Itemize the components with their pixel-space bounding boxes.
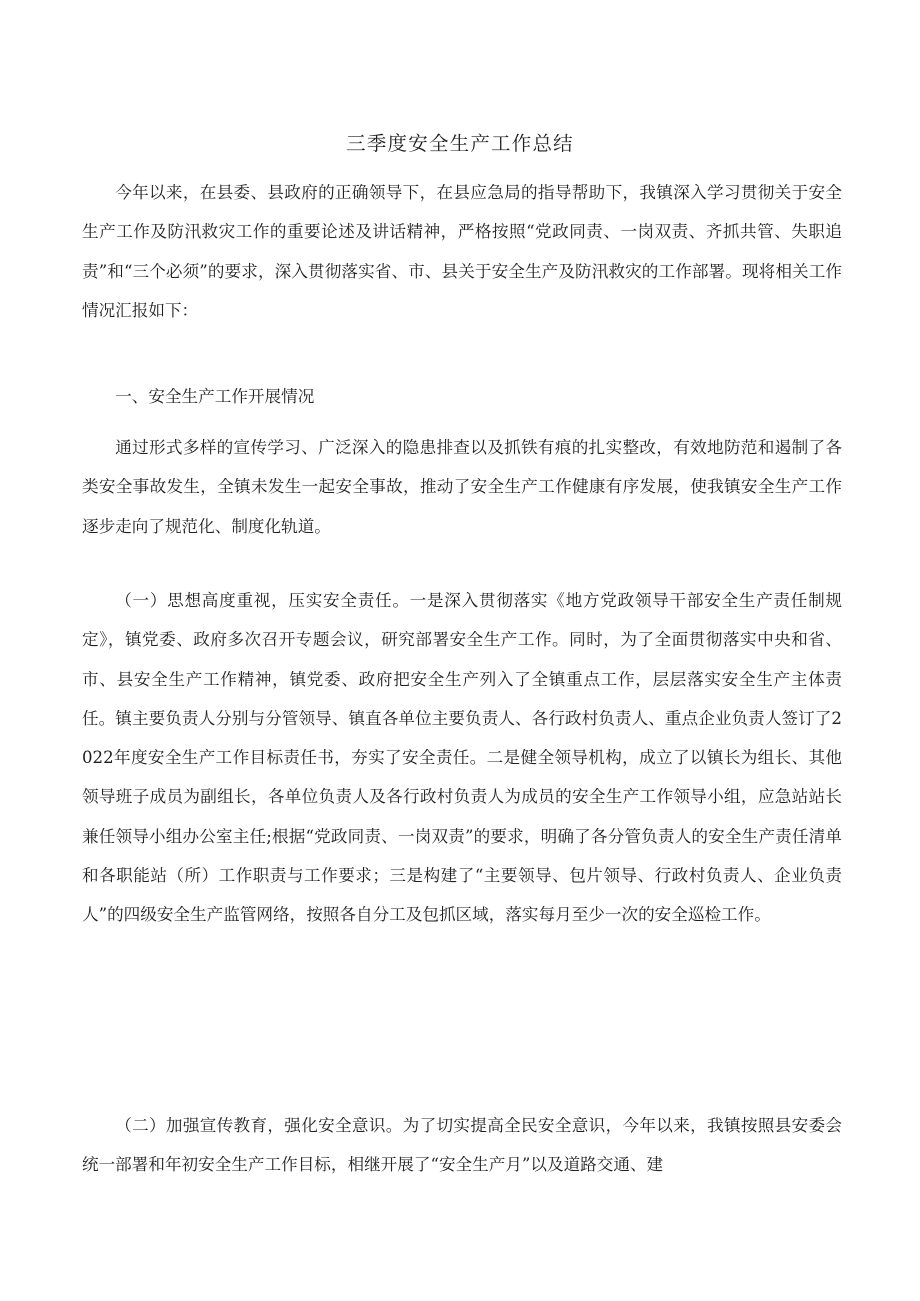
paragraph-item-2: （二）加强宣传教育，强化安全意识。为了切实提高全民安全意识，今年以来，我镇按照县安委会统一部署和年初安全生产工作目标，相继开展了“安全生产月”以及道路交通、建: [82, 1116, 842, 1175]
paragraph-intro: 今年以来，在县委、县政府的正确领导下，在县应急局的指导帮助下，我镇深入学习贯彻关于安全生产工作及防汛救灾工作的重要论述及讲话精神，严格按照“党政同责、一岗双责、齐抓共管、失职追责”和“三个必须”的要求，深入贯彻落实省、市、县关于安全生产及防汛救灾的工作部署。现将相关工作情况汇报如下：: [82, 183, 842, 320]
paragraph-section-1-overview: 通过形式多样的宣传学习、广泛深入的隐患排查以及抓铁有痕的扎实整改，有效地防范和遏制了各类安全事故发生，全镇未发生一起安全事故，推动了安全生产工作健康有序发展，使我镇安全生产工作逐步走向了规范化、制度化轨道。: [82, 438, 842, 536]
paragraph-item-1: （一）思想高度重视，压实安全责任。一是深入贯彻落实《地方党政领导干部安全生产责任制规定》，镇党委、政府多次召开专题会议，研究部署安全生产工作。同时，为了全面贯彻落实中央和省、市、县安全生产工作精神，镇党委、政府把安全生产列入了全镇重点工作，层层落实安全生产主体责任。镇主要负责人分别与分管领导、镇直各单位主要负责人、各行政村负责人、重点企业负责人签订了2022年度安全生产工作目标责任书，夯实了安全责任。二是健全领导机构，成立了以镇长为组长、其他领导班子成员为副组长，各单位负责人及各行政村负责人为成员的安全生产工作领导小组，应急站站长兼任领导小组办公室主任;根据“党政同责、一岗双责”的要求，明确了各分管负责人的安全生产责任清单和各职能站（所）工作职责与工作要求；三是构建了“主要领导、包片领导、行政村负责人、企业负责人”的四级安全生产监管网络，按照各自分工及包抓区域，落实每月至少一次的安全巡检工作。: [82, 591, 842, 925]
document-title: 三季度安全生产工作总结: [346, 132, 574, 155]
section-heading-1: 一、安全生产工作开展情况: [115, 387, 315, 406]
